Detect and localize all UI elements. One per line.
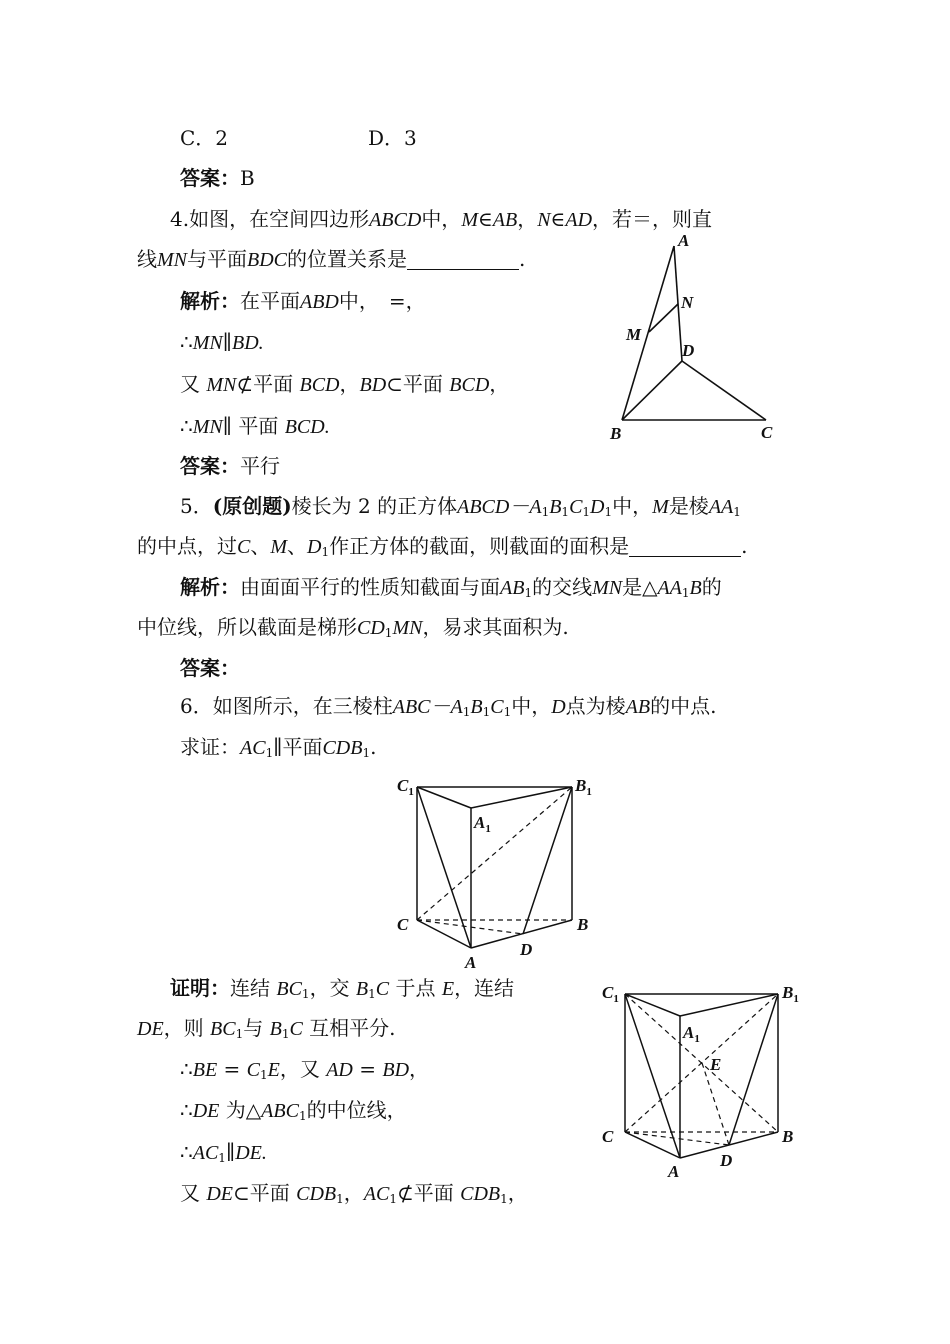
math: AA [657, 577, 682, 599]
text: 、 [287, 534, 308, 558]
q5-solution-line1 [180, 573, 722, 602]
text: 于点 [395, 976, 436, 1000]
text: 与 [243, 1016, 264, 1040]
subscript: 1 [582, 505, 591, 519]
math: AC [240, 737, 266, 759]
text: 平面 [402, 372, 443, 396]
label-B1: $B_1$ [575, 776, 592, 798]
math: BD⊂ [359, 374, 403, 396]
q4-figure-lines [622, 246, 766, 420]
answer-blank [407, 249, 519, 270]
text: ， [339, 372, 360, 396]
math: D [307, 536, 322, 558]
answer-value: B [240, 166, 255, 190]
text: 的位置关系是 [287, 247, 407, 271]
subscript: 1 [321, 545, 330, 559]
label-C: C [602, 1127, 614, 1146]
subscript: 1 [482, 705, 491, 719]
text: 又 [180, 1181, 200, 1205]
text: 棱长为 2 的正方体 [291, 494, 458, 518]
math: B [470, 696, 483, 718]
math: B [269, 1018, 282, 1040]
text: 又 [180, 372, 200, 396]
therefore-symbol: ∴ [180, 414, 193, 438]
subscript: 1 [500, 1192, 508, 1206]
text: ， [489, 372, 510, 396]
q6-proof-line3 [180, 1055, 429, 1084]
text: ， [517, 207, 538, 231]
q5-solution-line2 [137, 613, 569, 642]
q6-proof-line4 [180, 1096, 407, 1125]
label-N: N [681, 293, 694, 312]
subscript: 1 [301, 987, 310, 1001]
answer-value: 平行 [240, 454, 280, 478]
text: 平面 [282, 735, 323, 759]
math: CDB [322, 737, 363, 759]
q4-stem-line2 [137, 245, 525, 274]
solution-label: 解析： [180, 575, 240, 599]
edge-c1a1 [625, 994, 680, 1016]
text: 作正方体的截面，则截面的面积是 [329, 534, 630, 558]
text: 平面 [249, 1181, 290, 1205]
text: ，连结 [454, 976, 515, 1000]
math: AB [625, 696, 651, 718]
text: 由面面平行的性质知截面与面 [240, 575, 500, 599]
answer-label: 答案： [180, 656, 240, 680]
math: DE [192, 1100, 220, 1122]
math: AC [363, 1183, 390, 1205]
math: AC [192, 1142, 219, 1164]
math: BCD [449, 374, 490, 396]
text: 中， [421, 207, 462, 231]
text: 互相平分. [309, 1016, 396, 1040]
subscript: 1 [604, 505, 613, 519]
subscript: 1 [368, 987, 376, 1001]
math: CDB [296, 1183, 337, 1205]
label-A1: $A_1$ [683, 1023, 700, 1045]
math: D [551, 696, 566, 718]
segment-mn [649, 304, 678, 332]
text: ， [409, 1057, 430, 1081]
subscript: 1 [362, 746, 371, 760]
text: 、 [250, 534, 271, 558]
q6-proof-line1 [170, 974, 514, 1003]
text: . [370, 735, 377, 759]
label-M: M [626, 325, 642, 344]
math: MN [392, 617, 423, 639]
label-B1: $B_1$ [782, 983, 799, 1005]
q4-solution-line3 [180, 370, 509, 399]
text: ， [343, 1181, 364, 1205]
text: 如图所示，在三棱柱 [212, 694, 393, 718]
edge-b1d [523, 787, 572, 934]
label-A1: $A_1$ [474, 813, 491, 835]
q6-proof-line6 [180, 1179, 528, 1208]
math: AD [326, 1059, 353, 1081]
subscript: 1 [281, 1027, 290, 1041]
edge-dc [682, 361, 766, 420]
subscript: 1 [503, 705, 512, 719]
math: BCD [299, 374, 340, 396]
subscript: 1 [733, 505, 741, 519]
q6-figure-proof [598, 980, 818, 1180]
q5-stem-line2 [137, 532, 747, 561]
subscript: 1 [218, 1151, 226, 1165]
text: 线 [137, 247, 157, 271]
hidden-edge-cd [625, 1132, 729, 1145]
text: 的中点. [650, 694, 717, 718]
label-C1: $C_1$ [602, 983, 619, 1005]
label-D: D [720, 1151, 733, 1170]
text: 连结 [230, 976, 270, 1000]
subscript: 1 [260, 1068, 268, 1082]
q6-figure-prism [395, 773, 625, 973]
math: ABC [261, 1100, 299, 1122]
question-number: 5． [180, 494, 213, 518]
text: 平面 [253, 372, 294, 396]
subscript: 1 [389, 1192, 397, 1206]
label-A: A [668, 1162, 680, 1181]
subscript: 1 [384, 626, 393, 640]
subscript: 1 [541, 505, 550, 519]
math: ABD [300, 291, 339, 313]
subscript: 1 [265, 746, 274, 760]
q6-proof-line5 [180, 1138, 267, 1167]
math: B [355, 978, 369, 1000]
math: BCD. [284, 416, 330, 438]
text: 的中点，过 [137, 534, 237, 558]
text: 中， [612, 494, 653, 518]
text: = [352, 1057, 383, 1081]
subscript: 1 [235, 1027, 244, 1041]
text: 如图，在空间四边形 [189, 207, 370, 231]
original-tag: (原创题) [212, 494, 292, 518]
edge-c1a1 [417, 787, 471, 808]
subscript: 1 [561, 505, 570, 519]
subscript: 1 [298, 1109, 307, 1123]
answer-label: 答案： [180, 454, 240, 478]
label-D: D [520, 940, 533, 959]
label-B: B [610, 424, 622, 443]
text: ，若＝，则直 [592, 207, 713, 231]
math: M [270, 536, 288, 558]
math: ABCD [369, 209, 422, 231]
parallel-symbol: ∥ [273, 735, 283, 759]
text: 是棱 [668, 494, 709, 518]
text: 中位线，所以截面是梯形 [137, 615, 357, 639]
math: C [375, 978, 390, 1000]
math: DE [137, 1018, 164, 1040]
question-number: 4. [170, 207, 190, 231]
math: M [652, 496, 669, 518]
text: 在平面 [240, 289, 300, 313]
parallel-symbol: ∥ [225, 1140, 236, 1164]
label-C1: $C_1$ [397, 776, 414, 798]
math: BD [382, 1059, 410, 1081]
question-number: 6． [180, 694, 213, 718]
math: D [590, 496, 605, 518]
text: 中， [511, 694, 552, 718]
math: B [549, 496, 562, 518]
math: C [289, 1018, 303, 1040]
math: MN [157, 249, 187, 271]
text: 点为棱 [565, 694, 626, 718]
math: N∈AD [537, 209, 593, 231]
hidden-edge-cd [417, 920, 523, 934]
math: BC [276, 978, 302, 1000]
label-E: E [710, 1055, 722, 1074]
therefore-symbol: ∴ [180, 1057, 193, 1081]
text: 的中位线， [306, 1098, 407, 1122]
text: 为△ [225, 1098, 262, 1122]
edge-a1b1 [680, 994, 778, 1016]
label-C: C [761, 423, 773, 442]
label-B: B [782, 1127, 794, 1146]
q3-answer [180, 164, 255, 192]
math: BDC [247, 249, 287, 271]
math: BE [192, 1059, 218, 1081]
math: DE. [235, 1142, 267, 1164]
therefore-symbol: ∴ [180, 1098, 193, 1122]
label-A: A [465, 953, 477, 972]
math: C [237, 536, 251, 558]
math: E [441, 978, 455, 1000]
text: 的交线 [532, 575, 593, 599]
q4-solution-line4 [180, 412, 330, 441]
math: M∈AB [461, 209, 518, 231]
math: AB [500, 577, 525, 599]
subscript: 1 [336, 1192, 344, 1206]
text: 中， =， [338, 289, 426, 313]
math: BC [210, 1018, 236, 1040]
math: CDB [460, 1183, 501, 1205]
text: . [741, 534, 748, 558]
math: MN∥BD. [192, 332, 264, 354]
text: ，则 [163, 1016, 204, 1040]
q5-answer [180, 654, 240, 682]
solution-label: 解析： [180, 289, 240, 313]
label-D: D [682, 341, 695, 360]
text: 平面 [238, 414, 279, 438]
hidden-edge-cb1 [417, 787, 572, 920]
answer-blank [629, 536, 741, 557]
text: 平面 [413, 1181, 454, 1205]
math: MN∥ [192, 416, 232, 438]
text: ， [507, 1181, 528, 1205]
math: ABCD－A [457, 496, 542, 518]
text: 是△ [622, 575, 658, 599]
q4-stem-line1 [170, 205, 712, 234]
proof-label: 证明： [170, 976, 230, 1000]
text: . [519, 247, 526, 271]
text: 求证： [180, 735, 240, 759]
label-A: A [678, 231, 690, 250]
q4-figure [600, 232, 800, 442]
math: C [246, 1059, 260, 1081]
q4-solution-line2 [180, 328, 264, 357]
answer-label: 答案： [180, 166, 240, 190]
math: DE⊂ [206, 1183, 250, 1205]
math: AA [708, 496, 734, 518]
text: ，交 [309, 976, 350, 1000]
label-C: C [397, 915, 409, 934]
edge-a1b1 [471, 787, 572, 808]
therefore-symbol: ∴ [180, 1140, 193, 1164]
math: ⊄ [396, 1181, 414, 1205]
math: B [689, 577, 702, 599]
text: 与平面 [187, 247, 247, 271]
subscript: 1 [681, 586, 690, 600]
text: ，易求其面积为. [422, 615, 569, 639]
q6-prove-line [180, 733, 376, 762]
q6-stem-line1 [180, 692, 716, 721]
math: E [267, 1059, 280, 1081]
math: ABC－A [392, 696, 463, 718]
text: 的 [701, 575, 722, 599]
math: CD [357, 617, 385, 639]
math: MN [592, 577, 623, 599]
math: C [569, 496, 583, 518]
option-d: D．3 [368, 126, 417, 150]
therefore-symbol: ∴ [180, 330, 193, 354]
q4-solution-line1 [180, 287, 426, 316]
option-c: C．2 [180, 126, 229, 150]
q5-stem-line1 [180, 492, 741, 521]
math: MN⊄ [206, 374, 254, 396]
q6-proof-line2 [137, 1014, 396, 1043]
label-B: B [577, 915, 589, 934]
text: = [217, 1057, 247, 1081]
subscript: 1 [462, 705, 471, 719]
subscript: 1 [524, 586, 533, 600]
math: C [490, 696, 504, 718]
text: ，又 [279, 1057, 320, 1081]
q4-answer [180, 452, 280, 480]
